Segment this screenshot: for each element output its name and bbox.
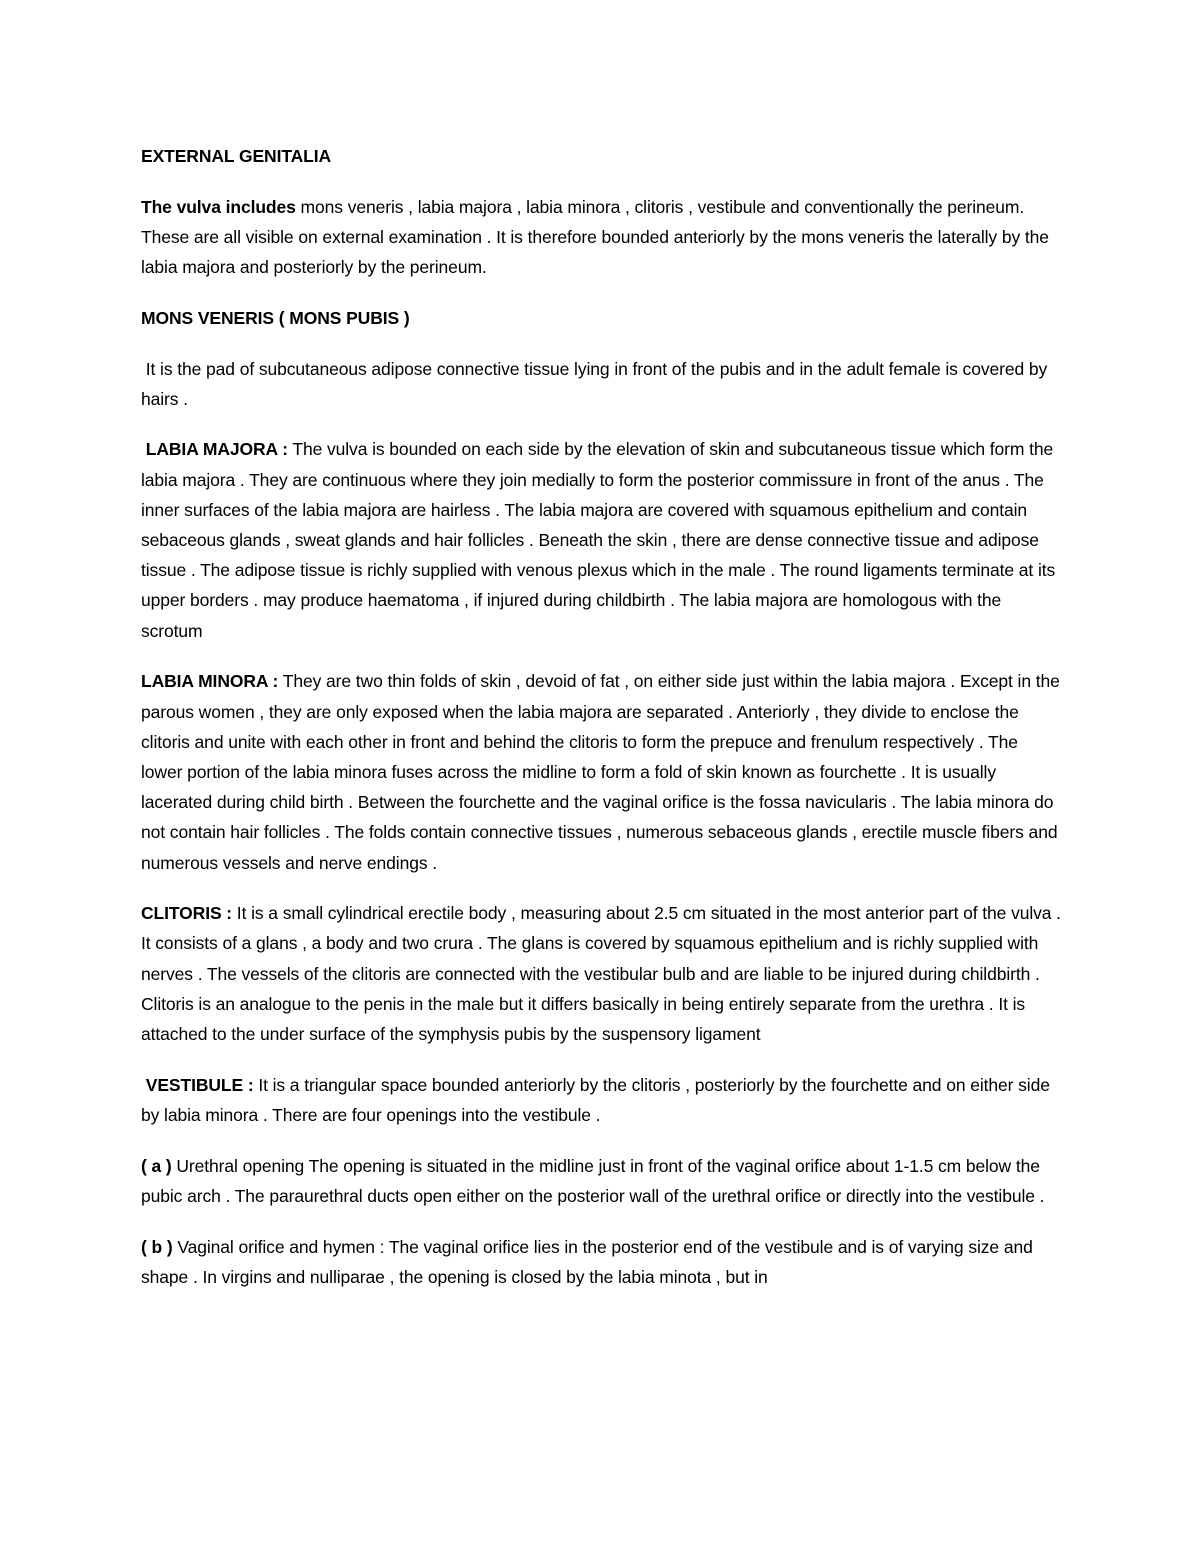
item-b-paragraph [141,1232,1061,1292]
labia-minora-paragraph [141,666,1061,877]
item-a-text: Urethral opening The opening is situated in the midline just in front of the vaginal orifice about 1-1.5 cm below the pubic arch . The paraurethral ducts open either on the posterior wall of the urethral orifice or directly into the vestibule . [141,1155,1045,1206]
labia-majora-paragraph [141,434,1061,645]
labia-majora-text: The vulva is bounded on each side by the elevation of skin and subcutaneous tissue which form the labia majora . They are continuous where they join medially to form the posterior commissure in front of the anus . The inner surfaces of the labia majora are hairless . The labia majora are covered with squamous epithelium and contain sebaceous glands , sweat glands and hair follicles . Beneath the skin , there are dense connective tissue and adipose tissue . The adipose tissue is richly supplied with venous plexus which in the male . The round ligaments terminate at its upper borders . may produce haematoma , if injured during childbirth . The labia majora are homologous with the scrotum [141,439,1060,641]
vestibule-lead: VESTIBULE : [141,1074,254,1095]
document-page [141,141,1061,1313]
document-title: EXTERNAL GENITALIA [141,146,332,166]
item-a-lead: ( a ) [141,1155,172,1176]
intro-lead: The vulva includes [141,196,296,217]
vestibule-text: It is a triangular space bounded anteriorly by the clitoris , posteriorly by the fourchette and on either side by labia minora . There are four openings into the vestibule . [141,1074,1055,1125]
labia-majora-lead: LABIA MAJORA : [141,439,288,460]
clitoris-paragraph [141,898,1061,1049]
intro-text: mons veneris , labia majora , labia minora , clitoris , vestibule and conventionally the perineum. These are all visible on external examination . It is therefore bounded anteriorly by the mons veneris the laterally by the labia majora and posteriorly by the perineum. [141,196,1049,278]
mons-paragraph: It is the pad of subcutaneous adipose connective tissue lying in front of the pubis and in the adult female is covered by hairs . [141,358,1052,409]
mons-heading: MONS VENERIS ( MONS PUBIS ) [141,307,410,328]
labia-minora-text: They are two thin folds of skin , devoid of fat , on either side just within the labia majora . Except in the parous women , they are only exposed when the labia majora are separated . Anteriorly , they divide to enclose the clitoris and unite with each other in front and behind the clitoris to form the prepuce and frenulum respectively . The lower portion of the labia minora fuses across the midline to form a fold of skin known as fourchette . It is usually lacerated during child birth . Between the fourchette and the vaginal orifice is the fossa navicularis . The labia minora do not contain hair follicles . The folds contain connective tissues , numerous sebaceous glands , erectile muscle fibers and numerous vessels and nerve endings . [141,671,1060,873]
clitoris-lead: CLITORIS : [141,903,233,924]
item-b-text: Vaginal orifice and hymen : The vaginal orifice lies in the posterior end of the vestibule and is of varying size and shape . In virgins and nulliparae , the opening is closed by the labia minota , but in [141,1236,1033,1287]
item-a-paragraph [141,1151,1061,1211]
intro-paragraph [141,192,1061,283]
labia-minora-lead: LABIA MINORA : [141,671,279,692]
clitoris-text: It is a small cylindrical erectile body , measuring about 2.5 cm situated in the most anterior part of the vulva . It consists of a glans , a body and two crura . The glans is covered by squamous epithelium and is richly supplied with nerves . The vessels of the clitoris are connected with the vestibular bulb and are liable to be injured during childbirth . Clitoris is an analogue to the penis in the male but it differs basically in being entirely separate from the urethra . It is attached to the under surface of the symphysis pubis by the suspensory ligament [141,903,1061,1045]
item-b-lead: ( b ) [141,1236,173,1257]
vestibule-paragraph [141,1070,1061,1130]
